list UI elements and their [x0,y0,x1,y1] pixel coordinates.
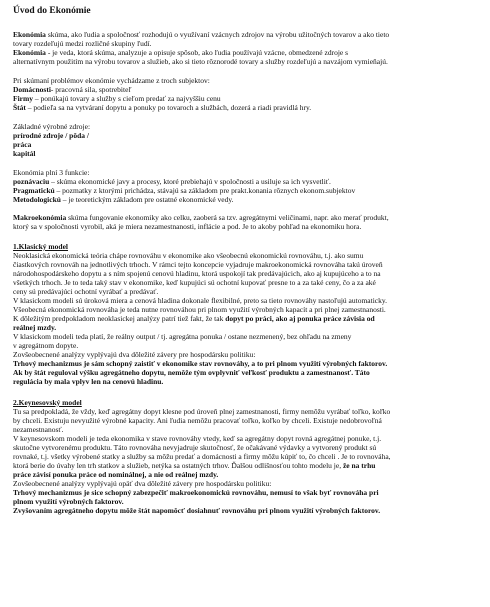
keynes-conclusion: Trhový mechanizmus je sice schopný zabezpečiť makroekonomickú rovnováhu, nemusí to však byť rovnováha pri [13,488,379,497]
classic-line: v agregátnom dopyte. [13,341,79,350]
line-text: – skúma ekonomické javy a procesy, ktoré prebiehajú v spoločnosti a usiluje sa ich vysvetliť. [49,177,331,186]
keynes-line: V keynesovskom modeli je teda ekonomika v stave rovnováhy vtedy, keď sa agregátny dopyt rovná agregátnej ponuke, t.j. [13,434,382,443]
keynes-conclusion: Zvyšovaním agregátneho dopytu môže štát napomôcť dosiahnuť rovnováhu pri plnom využití výrobných faktorov. [13,506,381,515]
keynes-line: práce závisí ponuka práce od nominálnej, a nie od reálnej mzdy. [13,470,219,479]
emphasis: dopyt po práci, ako aj ponuka práce závisia od [225,314,375,323]
classic-line: ceny sú predávajúci ochotní vyrábať a predávať. [13,287,159,296]
keynes-line: Zovšeobecnené analýzy vyplývajú opäť dva dôležité závery pre hospodársku politiku: [13,479,272,488]
term: Ekonómia [13,30,46,39]
term: Ekonómia [13,48,46,57]
term: Metodologickú [13,195,61,204]
classic-line: Všeobecná ekonomická rovnováha je teda nutne rovnováhou pri plnom využití výrobných kapacít a pri plnej zamestnanosti. [13,305,386,314]
classic-line: národohospodárskeho dopytu a s ním spojenú cenovú hladinu, ktorá uspokojí tak predávajúcich, ako aj kupujúceho a to na [13,269,381,278]
section-heading-classic: 1.Klasický model [13,242,69,251]
term: Pragmatickú [13,186,55,195]
line-text: ktorá berie do úvahy len trh statkov a služieb, netýka sa ostatných trhov. Ďalšou odlišnosťou tohto modelu je, [13,461,343,470]
term: poznávaciu [13,177,50,186]
classic-line: čiastkových rovnováh na jednotlivých trhoch. V rámci tejto koncepcie vyjadruje makroekonomická rovnováha takú úroveň [13,260,383,269]
function-item [13,196,234,205]
classic-conclusion: Ak by štát reguloval výšku agregátneho dopytu, nemôže tým ovplyvniť veľkosť produktu a zamestnanosť. Táto [13,368,370,377]
term: Štát [13,103,26,112]
line-text: skúma fungovanie ekonomiky ako celku, zaoberá sa tzv. agregátnymi veličinami, napr. ako merať produkt, [66,213,389,222]
line-text: – podieľa sa na vytváraní dopytu a ponuky po tovaroch a službách, dozerá a riadi pravidlá hry. [25,103,312,112]
resources-intro: Základné výrobné zdroje: [13,122,91,131]
subject-item [13,104,311,113]
emphasis: že na trhu [342,461,376,470]
line-text: – je teoretickým základom pre ostatné ekonomické vedy. [60,195,234,204]
classic-line: reálnej mzdy. [13,323,57,332]
line-text: – ponúkajú tovary a služby s cieľom predať za najvyššiu cenu [33,94,221,103]
classic-line: V klasickom modeli teda platí, že reálny output / tj. agregátna ponuka / ostane nezmenený, bez ohľadu na zmeny [13,332,352,341]
line-text: - pracovná sila, spotrebiteľ [50,85,132,94]
classic-line [13,315,375,324]
keynes-conclusion: plnom využití výrobných faktorov. [13,497,124,506]
resource-item: práca [13,140,32,149]
intro-line: tovary rozdeľujú medzi rozličné skupiny ľudí. [13,39,152,48]
keynes-line: rovnaké, t.j. všetky výrobené statky a služby sa môžu predať a domácnosti a firmy môžu kúpiť to, čo chceli . Je to rovnováha, [13,452,391,461]
classic-line: všetkých trhoch. Je to teda taký stav v ekonomike, keď kupujúci sú ochotní kupovať presne to a za také ceny, čo a za aké [13,278,376,287]
resource-item: kapitál [13,149,36,158]
macro-line: ktorý sa v spoločnosti vyrobil, aká je miera nezamestnanosti, inflácie a pod. Je to akoby pohľad na ekonomiku hora. [13,222,362,231]
classic-line: V klasickom modeli sú úroková miera a cenová hladina dokonale flexibilné, preto sa tieto rovnováhy nastoľujú automaticky. [13,296,387,305]
classic-line: Neoklasická ekonomická teória chápe rovnováhu v ekonomike ako všeobecnú ekonomickú rovnováhu, t.j. ako sumu [13,251,364,260]
functions-intro: Ekonómia plní 3 funkcie: [13,168,90,177]
document-title: Úvod do Ekonómie [13,6,91,16]
classic-conclusion: Trhový mechanizmus je sám schopný zaistiť v ekonomike stav rovnováhy, a to pri plnom využití výrobných faktorov. [13,359,388,368]
line-text: - je veda, ktorá skúma, analyzuje a opisuje spôsob, ako ľudia používajú vzácne, obmedzené zdroje s [45,48,349,57]
term: Domácnosti [13,85,51,94]
keynes-line: Tu sa predpokladá, že vždy, keď agregátny dopyt klesne pod úroveň plnej zamestnanosti, firmy nemôžu vyrábať toľko, koľko [13,407,391,416]
resource-item: prírodné zdroje / pôda / [13,131,89,140]
section-heading-keynes: 2.Keynesovský model [13,398,82,407]
term: Firmy [13,94,33,103]
line-text: K dôležitým predpokladom neoklasickej analýzy patrí tiež fakt, že tak [13,314,226,323]
term: Makroekonómia [13,213,67,222]
line-text: skúma, ako ľudia a spoločnosť rozhodujú o využívaní vzácnych zdrojov na výrobu užitočných tovarov a ako tieto [45,30,390,39]
classic-conclusion: regulácia by mala vplyv len na cenovú hladinu. [13,377,164,386]
subjects-intro: Pri skúmaní problémov ekonómie vychádzame z troch subjektov: [13,76,210,85]
intro-line: alternatívnym použitím na výrobu tovarov a služieb, ako si tieto rôznorodé tovary a služby rozdeľujú a navzájom vymieňajú. [13,57,388,66]
line-text: – pozmatky z ktorými prichádza, stávajú sa základom pre prakt.konania rôznych ekonom.subjektov [54,186,356,195]
keynes-line: by chceli. Existuju nevyužité výrobné kapacity. Ani ľudia nemôžu pracovať toľko, koľko by chceli. Existuje nedobrovoľná [13,416,382,425]
keynes-line: skutočne vytvorenému produktu. Táto rovnováha nevyjadruje skutočnosť, že očakávané výdavky a vytvorený produkt sú [13,443,377,452]
classic-line: Zovšeobecnené analýzy vyplývajú dva dôležité závery pre hospodársku politiku: [13,350,256,359]
keynes-line: nezamestnanosť. [13,425,64,434]
